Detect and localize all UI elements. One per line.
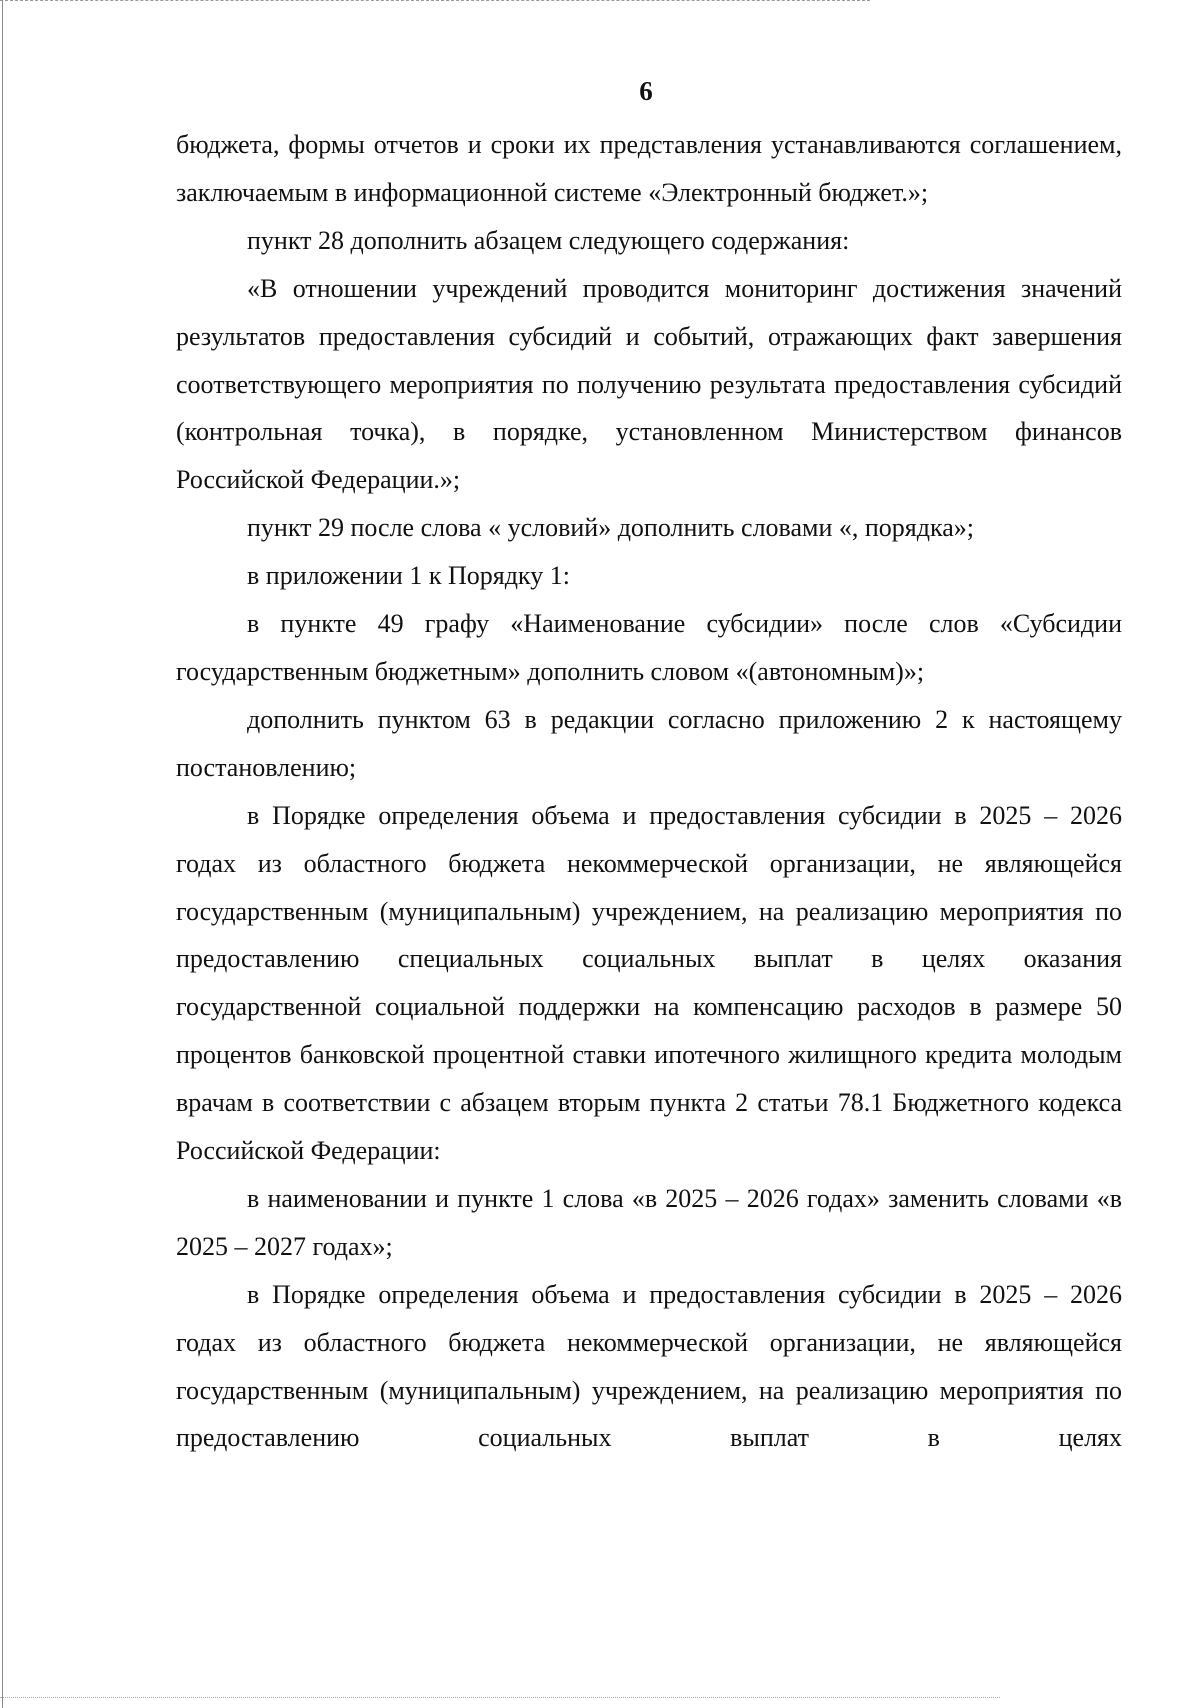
paragraph-appendix-1: в приложении 1 к Порядку 1: bbox=[247, 561, 570, 591]
paragraph-item-29: пункт 29 после слова « условий» дополнить словами «, порядка»; bbox=[247, 513, 974, 543]
document-body bbox=[176, 121, 1122, 1462]
scan-edge-bottom bbox=[0, 1697, 1000, 1698]
paragraph-item-28: пункт 28 дополнить абзацем следующего содержания: bbox=[247, 225, 850, 255]
page-number: 6 bbox=[639, 76, 653, 106]
paragraph-order-doctors: в Порядке определения объема и предоставления субсидии в 2025 – 2026 годах из областного бюджета некоммерческой организации, не являющейся государственным (муниципальным) учреждением, на реализацию мероприятия по предоставлению специальных социальных выплат в целях оказания государственной социальной поддержки на компенсацию расходов в размере 50 процентов банковской процентной ставки ипотечного жилищного кредита молодым врачам в соответствии с абзацем вторым пункта 2 статьи 78.1 Бюджетного кодекса Российской Федерации: bbox=[176, 800, 1122, 1166]
scan-edge-left bbox=[2, 0, 3, 1708]
scan-edge-top bbox=[0, 0, 870, 1]
paragraph-item-63: дополнить пунктом 63 в редакции согласно приложению 2 к настоящему постановлению; bbox=[176, 704, 1122, 782]
paragraph-continuation: бюджета, формы отчетов и сроки их представления устанавливаются соглашением, заключаемым в информационной системе «Электронный бюджет.»; bbox=[176, 130, 1122, 207]
paragraph-order-social-payments: в Порядке определения объема и предоставления субсидии в 2025 – 2026 годах из областного бюджета некоммерческой организации, не являющейся государственным (муниципальным) учреждением, на реализацию мероприятия по предоставлению социальных выплат в целях bbox=[176, 1279, 1122, 1453]
paragraph-name-replacement: в наименовании и пункте 1 слова «в 2025 – 2026 годах» заменить словами «в 2025 – 2027 годах»; bbox=[176, 1183, 1122, 1261]
paragraph-item-49: в пункте 49 графу «Наименование субсидии» после слов «Субсидии государственным бюджетным» дополнить словом «(автономным)»; bbox=[176, 609, 1122, 686]
paragraph-quoted-monitoring: «В отношении учреждений проводится мониторинг достижения значений результатов предоставления субсидий и событий, отражающих факт завершения соответствующего мероприятия по получению результата предоставления субсидий (контрольная точка), в порядке, установленном Министерством финансов Российской Федерации.»; bbox=[176, 273, 1122, 495]
